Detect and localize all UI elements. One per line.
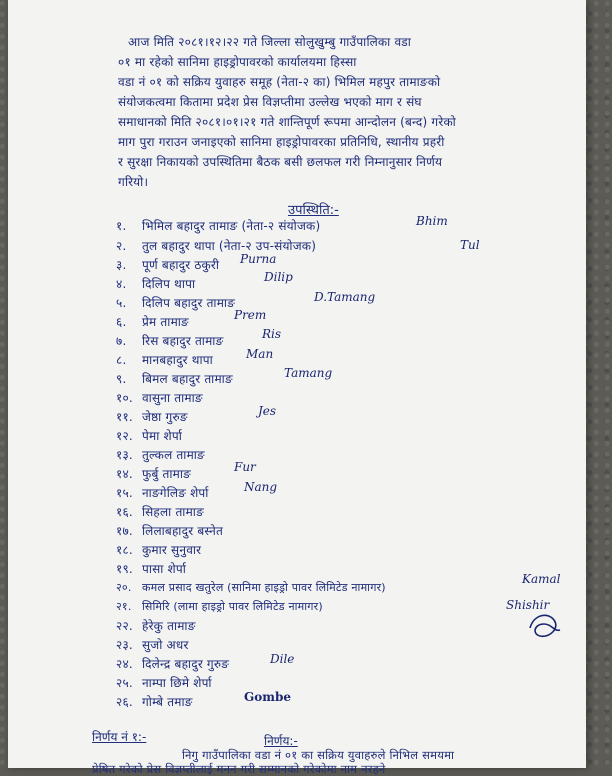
attendee-name: पेमा शेर्पा	[142, 429, 182, 443]
attendee-row	[116, 601, 323, 612]
attendee-number: १५.	[116, 486, 133, 500]
attendance-heading: उपस्थिति:-	[288, 203, 339, 218]
attendee-name: सिमिरि (लामा हाइड्रो पावर लिमिटेड नामागर)	[142, 600, 323, 613]
paragraph-line: संयोजकत्वमा कितामा प्रदेश प्रेस विज्ञप्तीमा उल्लेख भएको माग र संघ	[118, 95, 422, 109]
attendee-number: १.	[116, 219, 127, 233]
attendee-row	[116, 259, 219, 271]
attendee-name: सिहला तामाङ	[142, 505, 204, 519]
attendee-name: कुमार सुनुवार	[142, 543, 202, 557]
attendee-number: २०.	[116, 581, 132, 594]
decision-heading: निर्णय:-	[264, 734, 298, 748]
attendee-name: कमल प्रसाद खतुरेल (सानिमा हाइड्रो पावर लिमिटेड नामागर)	[142, 581, 386, 594]
attendee-row	[116, 468, 191, 480]
attendee-row	[116, 620, 196, 632]
attendee-number: २५.	[116, 676, 133, 690]
attendee-row	[116, 297, 235, 309]
attendee-signature: Gombe	[244, 690, 291, 704]
attendee-row	[116, 487, 209, 499]
attendee-row	[116, 316, 189, 328]
attendee-row	[116, 525, 223, 537]
attendee-row	[116, 335, 223, 347]
attendee-signature: Nang	[244, 480, 278, 494]
paragraph-line: वडा नं ०१ को सक्रिय युवाहरु समूह (नेता-२ का) भिमिल महपुर तामाङको	[118, 75, 441, 89]
attendee-row	[116, 639, 189, 651]
paragraph-line: गरियो।	[118, 175, 149, 189]
paragraph-line: समाधानको मिति २०८१।०१।२१ गते शान्तिपूर्ण रूपमा आन्दोलन (बन्द) गरेको	[118, 115, 456, 129]
attendee-name: प्रेम तामाङ	[142, 315, 189, 329]
attendee-name: लिलाबहादुर बस्नेत	[142, 524, 224, 538]
attendee-number: १३.	[116, 448, 133, 462]
attendee-number: २६.	[116, 695, 133, 709]
attendee-signature: Purna	[240, 252, 277, 266]
attendee-name: पासा शेर्पा	[142, 562, 187, 576]
attendee-number: ७.	[116, 334, 127, 348]
attendee-signature: Man	[246, 347, 274, 361]
attendee-signature: D.Tamang	[314, 290, 376, 304]
attendee-number: ६.	[116, 315, 127, 329]
attendee-row	[116, 430, 182, 442]
attendee-signature: Kamal	[522, 572, 561, 586]
attendee-number: १७.	[116, 524, 133, 538]
paragraph-line: र सुरक्षा निकायको उपस्थितिमा बैठक बसी छलफल गरी निम्नानुसार निर्णय	[118, 155, 443, 169]
attendee-number: २.	[116, 239, 127, 253]
attendee-signature: Fur	[234, 460, 256, 474]
attendee-number: १०.	[116, 391, 133, 405]
attendee-number: २१.	[116, 600, 132, 613]
attendee-number: ११.	[116, 410, 133, 424]
attendee-row	[116, 392, 203, 404]
decision-text-line: प्रेषित गरेको प्रेस विज्ञप्तीलाई मनन गरी सम्मानको गरेकोमा नाम नरहने	[92, 762, 386, 776]
attendee-row	[116, 449, 205, 461]
handwritten-document-page	[8, 0, 586, 776]
attendee-name: फुर्बु तामाङ	[142, 467, 191, 481]
attendee-number: १६.	[116, 505, 133, 519]
attendee-row	[116, 658, 229, 670]
attendee-number: ९.	[116, 372, 127, 386]
attendee-row	[116, 677, 212, 689]
attendee-name: जेष्ठा गुरुङ	[142, 410, 188, 424]
attendee-name: रिस बहादुर तामाङ	[142, 334, 224, 348]
attendee-name: नाम्पा छिमे शेर्पा	[142, 676, 212, 690]
attendee-name: नाङगेलिङ शेर्पा	[142, 486, 209, 500]
attendee-number: २४.	[116, 657, 133, 671]
attendee-name: दिलिप बहादुर तामाङ	[142, 296, 236, 310]
attendee-signature: Bhim	[416, 214, 448, 228]
attendee-name: मानबहादुर थापा	[142, 353, 213, 367]
attendee-number: २२.	[116, 619, 133, 633]
paragraph-line: ०१ मा रहेको सानिमा हाइड्रोपावरको कार्यालयमा हिस्सा	[118, 55, 357, 69]
attendee-number: १२.	[116, 429, 133, 443]
attendee-number: १८.	[116, 543, 133, 557]
attendee-signature: Tul	[460, 238, 480, 252]
attendee-number: ४.	[116, 277, 127, 291]
paragraph-line: माग पुरा गराउन जनाइएको सानिमा हाइड्रोपावरका प्रतिनिधि, स्थानीय प्रहरी	[118, 135, 445, 149]
paragraph-line: आज मिति २०८१।१२।२२ गते जिल्ला सोलुखुम्बु गाउँपालिका वडा	[128, 35, 412, 49]
attendee-number: ३.	[116, 258, 127, 272]
attendee-number: १४.	[116, 467, 133, 481]
attendee-row	[116, 696, 193, 708]
attendee-name: गोम्बे तमाङ	[142, 695, 193, 709]
attendee-signature: Dilip	[264, 270, 293, 284]
attendee-signature: Prem	[234, 308, 267, 322]
attendee-row	[116, 240, 316, 252]
attendee-row	[116, 354, 213, 366]
attendee-name: सुजो अधर	[142, 638, 189, 652]
attendee-name: तुल्कल तामाङ	[142, 448, 205, 462]
attendee-row	[116, 220, 320, 232]
attendee-number: २३.	[116, 638, 133, 652]
attendee-row	[116, 544, 201, 556]
attendee-row	[116, 582, 386, 593]
decision-number-label: निर्णय नं १:-	[92, 730, 147, 744]
attendee-signature: Dile	[270, 652, 295, 666]
attendee-number: ५.	[116, 296, 127, 310]
attendee-name: दिलेन्द्र बहादुर गुरुङ	[142, 657, 230, 671]
attendee-number: ८.	[116, 353, 127, 367]
attendee-row	[116, 373, 233, 385]
attendee-row	[116, 411, 188, 423]
attendee-name: भिमिल बहादुर तामाङ (नेता-२ संयोजक)	[142, 219, 321, 233]
attendee-row	[116, 506, 204, 518]
attendee-name: दिलिप थापा	[142, 277, 196, 291]
attendee-name: बिमल बहादुर तामाङ	[142, 372, 233, 386]
attendee-row	[116, 278, 195, 290]
attendee-number: १९.	[116, 562, 133, 576]
attendee-signature: Jes	[258, 404, 277, 418]
attendee-name: तुल बहादुर थापा (नेता-२ उप-संयोजक)	[142, 239, 317, 253]
attendee-row	[116, 563, 186, 575]
attendee-signature: Shishir	[506, 598, 550, 612]
attendee-signature: Ris	[262, 327, 282, 341]
attendee-name: पूर्ण बहादुर ठकुरी	[142, 258, 220, 272]
decision-text-line: निगु गाउँपालिका वडा नं ०१ का सक्रिय युवाहरुले निभिल समयमा	[182, 748, 455, 762]
scribble-signature	[524, 608, 566, 644]
attendee-signature: Tamang	[284, 366, 333, 380]
attendee-name: हेरेकु तामाङ	[142, 619, 196, 633]
attendee-name: वासुना तामाङ	[142, 391, 203, 405]
